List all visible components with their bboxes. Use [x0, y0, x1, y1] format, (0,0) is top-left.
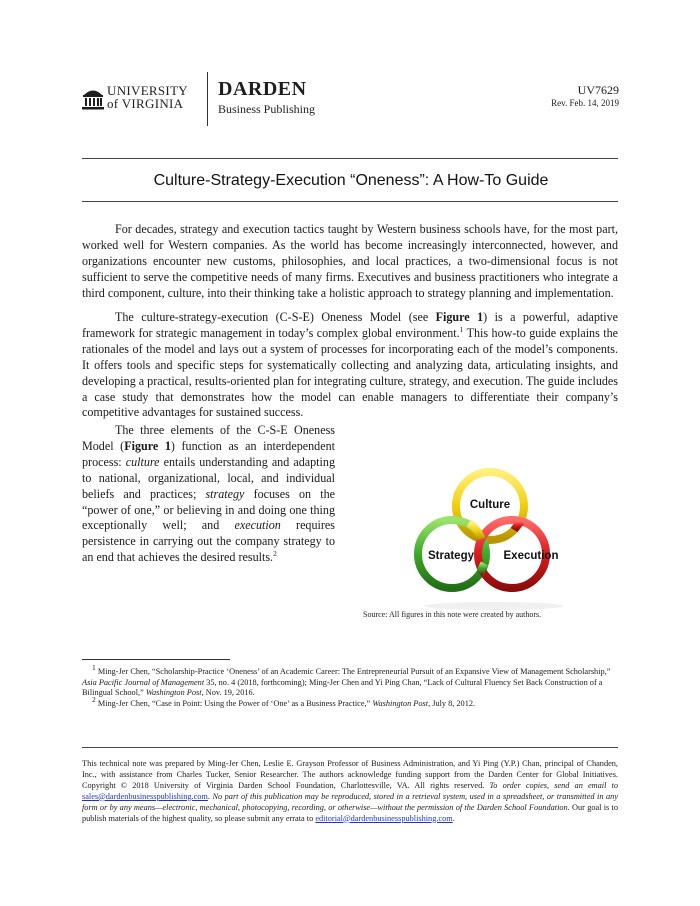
- tech-note-order-text: To order copies, send an email to: [489, 780, 618, 790]
- tech-note-text-e: Our goal is to publish materials of the highest quality, so please submit any errata to: [82, 802, 618, 823]
- paragraph-3: [82, 423, 335, 566]
- footnote-1-text-b: 35, no. 4 (2018, forthcoming); Ming-Jer Chen and Yi Ping Chan, “Lack of Cultural Fluency Set Back Construction of a Bilingual School,”: [82, 677, 603, 698]
- footnote-2-number: 2: [92, 695, 96, 705]
- footnote-1-text-a: Ming-Jer Chen, “Scholarship-Practice ‘Oneness’ of an Academic Career: The Entrepreneurial Pursuit of an Expansive View of Management Scholarship,”: [95, 667, 611, 676]
- strategy-label: Strategy: [427, 550, 475, 562]
- figure-reference: Figure 1: [435, 310, 484, 324]
- term-execution: execution: [234, 518, 281, 533]
- tech-note-text-c: .: [207, 791, 213, 801]
- tech-note-text-f: .: [452, 813, 455, 823]
- darden-wordmark: DARDEN: [218, 78, 307, 100]
- tech-note-text-a: This technical note was prepared by Ming-Jer Chen, Leslie E. Grayson Professor of Business Administration, and Yi Ping (Y.P.) Chan, principal of Chanden, Inc., with assistance from Charles Tucker, Senior Researcher. The authors acknowledge funding support from the Darden Center for Global Initiatives. Copyright © 2018 University of Virginia Darden School Foundation, Charlottesville, VA. All rights reserved.: [82, 759, 618, 790]
- title-top-rule: [82, 158, 618, 159]
- figure-source: Source: All figures in this note were created by authors.: [363, 610, 542, 619]
- uva-line1: UNIVERSITY: [107, 83, 188, 98]
- paragraph-2: [82, 310, 618, 421]
- term-culture: culture: [125, 454, 160, 469]
- cse-oneness-figure: [404, 466, 584, 612]
- editorial-email-link[interactable]: editorial@dardenbusinesspublishing.com: [315, 813, 453, 823]
- execution-label: Execution: [503, 550, 559, 562]
- footnote-1-number: 1: [92, 663, 96, 673]
- footnote-ref-2: 2: [273, 549, 277, 559]
- paragraph-3-text-c: entails understanding and adapting to national, organizational, local, and individual beliefs and practices;: [82, 454, 335, 501]
- technical-note: [82, 759, 618, 824]
- revision-date: Rev. Feb. 14, 2019: [551, 98, 619, 108]
- footnote-2: [82, 695, 618, 710]
- footnote-2-text-b: , July 8, 2012.: [428, 698, 476, 708]
- page-title: Culture-Strategy-Execution “Oneness”: A How-To Guide: [153, 172, 549, 189]
- footnotes: [82, 663, 618, 709]
- uva-logo: [82, 84, 192, 114]
- darden-subtitle: Business Publishing: [218, 102, 316, 116]
- paragraph-2-text-b: ) is a powerful, adaptive framework for strategic management in today’s complex global environment.: [82, 310, 619, 340]
- footnote-1: [82, 663, 618, 699]
- term-strategy: strategy: [205, 486, 245, 501]
- paragraph-1-text: For decades, strategy and execution tactics taught by Western business schools have, for the most part, worked well for Western companies. As the world has become increasingly interconnected, however, and organizations encounter new customs, philosophies, and local practices, a two-dimensional focus is not sufficient to serve the competitive needs of many firms. Executives and business practitioners who integrate a third component, culture, into their thinking take a holistic approach to strategy planning and implementation.: [82, 222, 618, 300]
- bottom-rule: [82, 747, 618, 748]
- paragraph-3-text-d: focuses on the “power of one,” or believing in and doing one thing exceptionally well; and: [82, 486, 335, 533]
- paragraph-2-text-c: This how-to guide explains the rationales of the model and lays out a system of processes for incorporating each of the model’s components. It offers tools and specific steps for systematically collecting and analyzing data, articulating insights, and developing a practical, results-oriented plan for integrating culture, strategy, and execution. The guide includes a case study that demonstrates how the model can enable managers to differentiate their company’s competitive advantages for sustained success.: [82, 325, 619, 420]
- footnote-2-paper: Washington Post: [372, 698, 429, 708]
- case-code: UV7629: [577, 83, 619, 97]
- tech-note-copyright-text: No part of this publication may be reproduced, stored in a retrieval system, used in a spreadsheet, or transmitted in any form or by any means—electronic, mechanical, photocopying, recording, or otherwise—without the permission of the Darden School Foundation.: [82, 791, 618, 812]
- title-bottom-rule: [82, 201, 618, 202]
- uva-line2: of VIRGINIA: [107, 96, 184, 111]
- culture-label: Culture: [469, 499, 511, 511]
- uva-wordmark: [107, 84, 188, 110]
- footnote-2-text-a: Ming-Jer Chen, “Case in Point: Using the Power of ‘One’ as a Business Practice,”: [95, 698, 373, 708]
- paragraph-3-text-b: ) function as an interdependent process:: [82, 438, 335, 469]
- paragraph-1: [82, 222, 618, 302]
- paragraph-3-text-a: The three elements of the C-S-E Oneness Model (: [82, 423, 335, 453]
- footnote-1-journal: Asia Pacific Journal of Management: [82, 677, 205, 687]
- sales-email-link[interactable]: sales@dardenbusinesspublishing.com: [82, 791, 208, 801]
- footnote-ref-1: 1: [459, 324, 464, 334]
- rotunda-icon: [82, 86, 104, 110]
- header-divider: [207, 72, 208, 126]
- footnote-rule: [82, 659, 230, 660]
- footnote-1-paper: Washington Post: [145, 688, 202, 698]
- footnote-1-text-c: , Nov. 19, 2016.: [201, 688, 255, 698]
- figure-reference: Figure 1: [124, 438, 171, 453]
- paragraph-3-text-e: requires persistence in carrying out the company strategy to an end that achieves the desired results.: [82, 518, 335, 565]
- paragraph-2-text-a: The culture-strategy-execution (C-S-E) Oneness Model (see: [115, 310, 436, 324]
